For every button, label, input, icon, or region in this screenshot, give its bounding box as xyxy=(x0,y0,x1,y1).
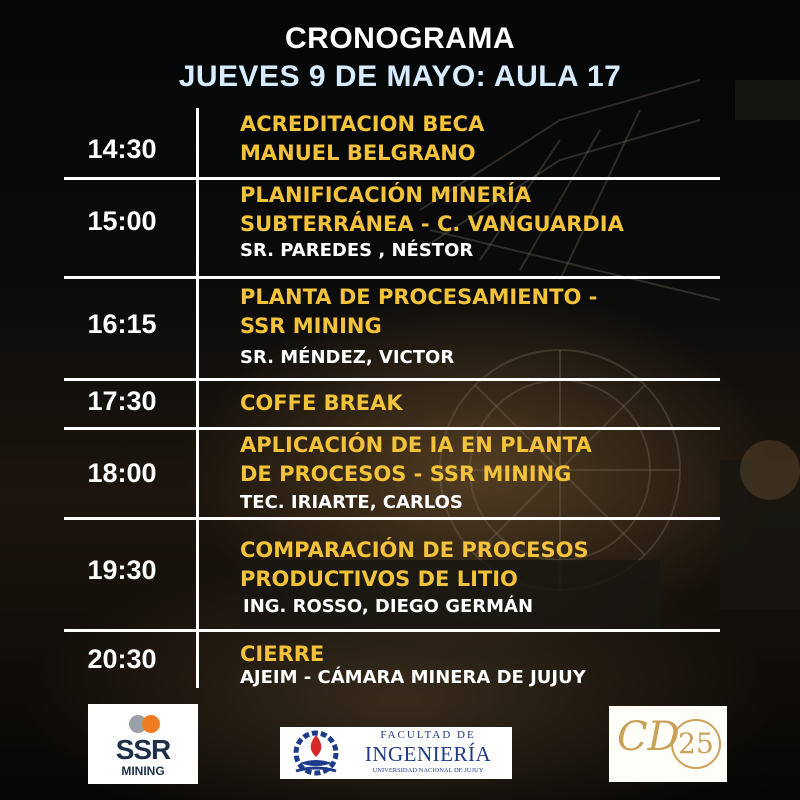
speaker-name: SR. PAREDES , NÉSTOR xyxy=(240,240,474,261)
ssr-mining-logo xyxy=(88,704,198,784)
schedule-time: 19:30 xyxy=(87,555,157,585)
ssr-logo-subtext: MINING xyxy=(121,764,165,778)
schedule-time: 14:30 xyxy=(87,134,157,164)
schedule-time: 20:30 xyxy=(87,644,157,674)
cd25-logo xyxy=(609,706,727,782)
speaker-name: SR. MÉNDEZ, VICTOR xyxy=(240,347,455,368)
row-divider xyxy=(64,177,720,180)
talk-title: COFFE BREAK xyxy=(240,391,403,415)
speaker-name: TEC. IRIARTE, CARLOS xyxy=(240,492,463,513)
fi-logo-line2: INGENIERÍA xyxy=(364,742,492,766)
row-divider xyxy=(64,276,720,279)
page-subtitle: JUEVES 9 DE MAYO: AULA 17 xyxy=(178,60,622,93)
cd25-logo-number: 25 xyxy=(671,719,721,769)
talk-title: ACREDITACION BECA MANUEL BELGRANO xyxy=(240,112,485,165)
fi-logo-line1: FACULTAD DE xyxy=(380,729,476,741)
cd25-logo-text: CD xyxy=(617,714,680,760)
schedule-time: 18:00 xyxy=(87,458,157,488)
speaker-name: AJEIM - CÁMARA MINERA DE JUJUY xyxy=(240,667,586,688)
talk-title: APLICACIÓN DE IA EN PLANTA DE PROCESOS - SSR MINING xyxy=(240,433,592,486)
row-divider xyxy=(64,517,720,520)
row-divider xyxy=(64,629,720,632)
row-divider xyxy=(64,378,720,381)
speaker-name: ING. ROSSO, DIEGO GERMÁN xyxy=(243,596,534,617)
ssr-logo-text: SSR xyxy=(115,734,171,765)
schedule-time: 16:15 xyxy=(87,309,157,339)
row-divider xyxy=(64,427,720,430)
page-title: CRONOGRAMA xyxy=(285,22,515,55)
schedule-time: 15:00 xyxy=(87,206,157,236)
ingenieria-emblem-icon xyxy=(286,727,346,779)
fi-logo-line3: UNIVERSIDAD NACIONAL DE JUJUY xyxy=(372,767,484,774)
schedule-time: 17:30 xyxy=(87,386,157,416)
talk-title: PLANIFICACIÓN MINERÍA SUBTERRÁNEA - C. VANGUARDIA xyxy=(240,183,624,236)
facultad-ingenieria-logo xyxy=(280,727,512,779)
timeline-divider xyxy=(196,108,199,688)
talk-title: CIERRE xyxy=(240,642,325,666)
talk-title: COMPARACIÓN DE PROCESOS PRODUCTIVOS DE LITIO xyxy=(240,538,589,591)
talk-title: PLANTA DE PROCESAMIENTO - SSR MINING xyxy=(240,285,598,338)
